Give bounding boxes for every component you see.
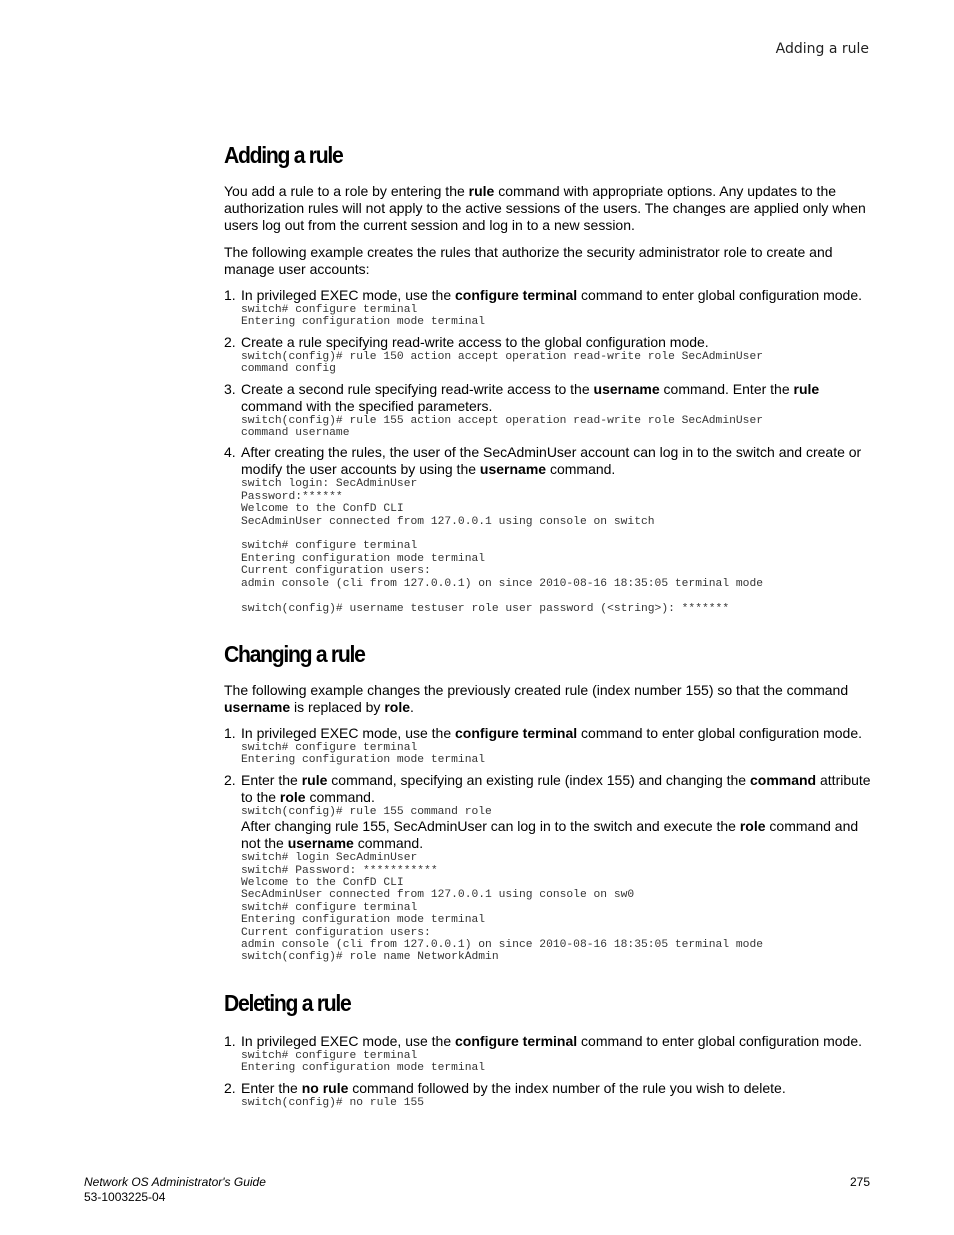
- step-number: 1.: [224, 1032, 236, 1049]
- code-block: switch(config)# rule 155 action accept operation read-write role SecAdminUser command username: [241, 414, 764, 440]
- bold-keyword: configure terminal: [455, 287, 578, 303]
- step-text: [241, 381, 872, 415]
- step-text: [241, 772, 872, 806]
- bold-keyword: command: [749, 771, 817, 788]
- text-run: The following example changes the previously created rule (index number 155) so that the command: [224, 681, 849, 698]
- step-item: [224, 444, 872, 614]
- code-block: switch(config)# rule 155 command role: [241, 805, 492, 818]
- step-text: [241, 444, 872, 478]
- code-block: switch(config)# no rule 155: [241, 1096, 425, 1109]
- text-run: is replaced by: [290, 698, 385, 715]
- text-run: command to enter global configuration mode.: [577, 1032, 862, 1049]
- code-block: switch# configure terminal Entering configuration mode terminal: [241, 304, 486, 329]
- step-text: [241, 725, 872, 742]
- step-number: 3.: [224, 380, 236, 397]
- bold-keyword: username: [593, 380, 660, 397]
- step-text: [241, 287, 872, 304]
- step-text: [241, 1033, 872, 1050]
- section-adding-rule: [224, 140, 872, 615]
- deleting-steps-list: [224, 1033, 872, 1109]
- code-block: switch# configure terminal Entering configuration mode terminal: [241, 1049, 486, 1075]
- step-number: 2.: [224, 1079, 236, 1096]
- text-run: In privileged EXEC mode, use the: [241, 724, 456, 741]
- changing-steps-list: [224, 725, 872, 964]
- bold-keyword: role: [279, 788, 306, 805]
- text-run: command followed by the index number of the rule you wish to delete.: [348, 1079, 786, 1096]
- bold-keyword: rule: [793, 380, 820, 397]
- step-text: [241, 1080, 872, 1097]
- step-number: 2.: [224, 771, 236, 788]
- footer-page-number: 275: [849, 1175, 870, 1189]
- step-number: 4.: [224, 444, 236, 461]
- text-run: Enter the: [241, 771, 302, 788]
- heading-adding-rule: Adding a rule: [224, 142, 343, 168]
- step-item: [224, 725, 872, 767]
- changing-intro-paragraph: [224, 682, 872, 716]
- text-run: command.: [305, 788, 375, 805]
- text-run: command, specifying an existing rule (index 155) and changing the: [327, 771, 750, 788]
- page-content: [224, 140, 872, 1109]
- text-run: You add a rule to a role by entering the: [224, 183, 469, 199]
- bold-keyword: rule: [301, 771, 328, 788]
- bold-keyword: role: [739, 818, 766, 835]
- step-item: [224, 287, 872, 329]
- bold-keyword: role: [384, 698, 411, 715]
- step-followup-text: [241, 818, 872, 852]
- section-changing-rule: [224, 639, 872, 964]
- code-block: switch login: SecAdminUser Password:****** Welcome to the ConfD CLI SecAdminUser connected from 127.0.0.1 using console on switch switch# configure terminal Entering configuration mode terminal Current configuration users: admin console (cli from 127.0.0.1) on since 2010-08-16 18:35:05 terminal mode switch(config)# username testuser role user password (<string>): *******: [241, 478, 764, 615]
- footer-doc-number: 53-1003225-04: [84, 1190, 166, 1204]
- text-run: After changing rule 155, SecAdminUser can log in to the switch and execute the: [241, 818, 740, 835]
- text-run: command and not the: [241, 818, 859, 852]
- step-number: 1.: [224, 287, 236, 303]
- text-run: In privileged EXEC mode, use the: [241, 1032, 456, 1049]
- step-item: [224, 1080, 872, 1109]
- text-run: command.: [353, 835, 424, 852]
- text-run: command. Enter the: [659, 380, 794, 397]
- step-text: [241, 334, 872, 351]
- code-block: switch(config)# rule 150 action accept operation read-write role SecAdminUser command config: [241, 350, 764, 376]
- text-run: command to enter global configuration mode.: [577, 287, 862, 303]
- step-item: [224, 381, 872, 440]
- running-header: Adding a rule: [775, 41, 869, 57]
- bold-keyword: configure terminal: [455, 1032, 578, 1049]
- bold-keyword: no rule: [301, 1079, 349, 1096]
- text-run: Enter the: [241, 1079, 302, 1096]
- code-block: switch# login SecAdminUser switch# Password: *********** Welcome to the ConfD CLI SecAdminUser connected from 127.0.0.1 using console on sw0 switch# configure terminal Entering configuration mode terminal Current configuration users: admin console (cli from 127.0.0.1) on since 2010-08-16 18:35:05 terminal mode switch(config)# role name NetworkAdmin: [241, 852, 764, 964]
- text-run: .: [410, 698, 414, 715]
- heading-deleting-rule: Deleting a rule: [224, 989, 351, 1016]
- text-run: After creating the rules, the user of the SecAdminUser account can log in to the switch and create or modify the user accounts by using the: [241, 444, 862, 478]
- text-run: command with the specified parameters.: [241, 397, 493, 414]
- text-run: command.: [546, 461, 616, 478]
- footer-left: [84, 1175, 266, 1205]
- bold-keyword: username: [479, 461, 547, 478]
- text-run: attribute to the: [241, 771, 871, 805]
- section-deleting-rule: [224, 988, 872, 1109]
- text-run: Create a second rule specifying read-write access to the: [241, 380, 594, 397]
- text-run: The following example creates the rules that authorize the security administrator role to create and manage user accounts:: [224, 244, 833, 277]
- heading-changing-rule: Changing a rule: [224, 640, 365, 667]
- adding-example-paragraph: [224, 244, 872, 278]
- bold-keyword: configure terminal: [455, 724, 578, 741]
- step-number: 2.: [224, 333, 236, 350]
- adding-steps-list: [224, 287, 872, 615]
- text-run: Create a rule specifying read-write access to the global configuration mode.: [241, 333, 709, 350]
- step-item: [224, 1033, 872, 1075]
- step-item: [224, 334, 872, 376]
- step-item: [224, 772, 872, 964]
- text-run: In privileged EXEC mode, use the: [241, 287, 456, 303]
- footer-guide-title: Network OS Administrator's Guide: [84, 1175, 266, 1189]
- code-block: switch# configure terminal Entering configuration mode terminal: [241, 741, 486, 767]
- bold-keyword: username: [287, 835, 354, 852]
- bold-keyword: username: [224, 698, 291, 715]
- adding-intro-paragraph: [224, 183, 872, 234]
- bold-keyword: rule: [468, 183, 495, 199]
- step-number: 1.: [224, 724, 236, 741]
- text-run: command with appropriate options. Any updates to the authorization rules will not apply to the active sessions of the users. The changes are applied only when users log out from the current session and log in to a new session.: [224, 183, 866, 233]
- text-run: command to enter global configuration mode.: [577, 724, 862, 741]
